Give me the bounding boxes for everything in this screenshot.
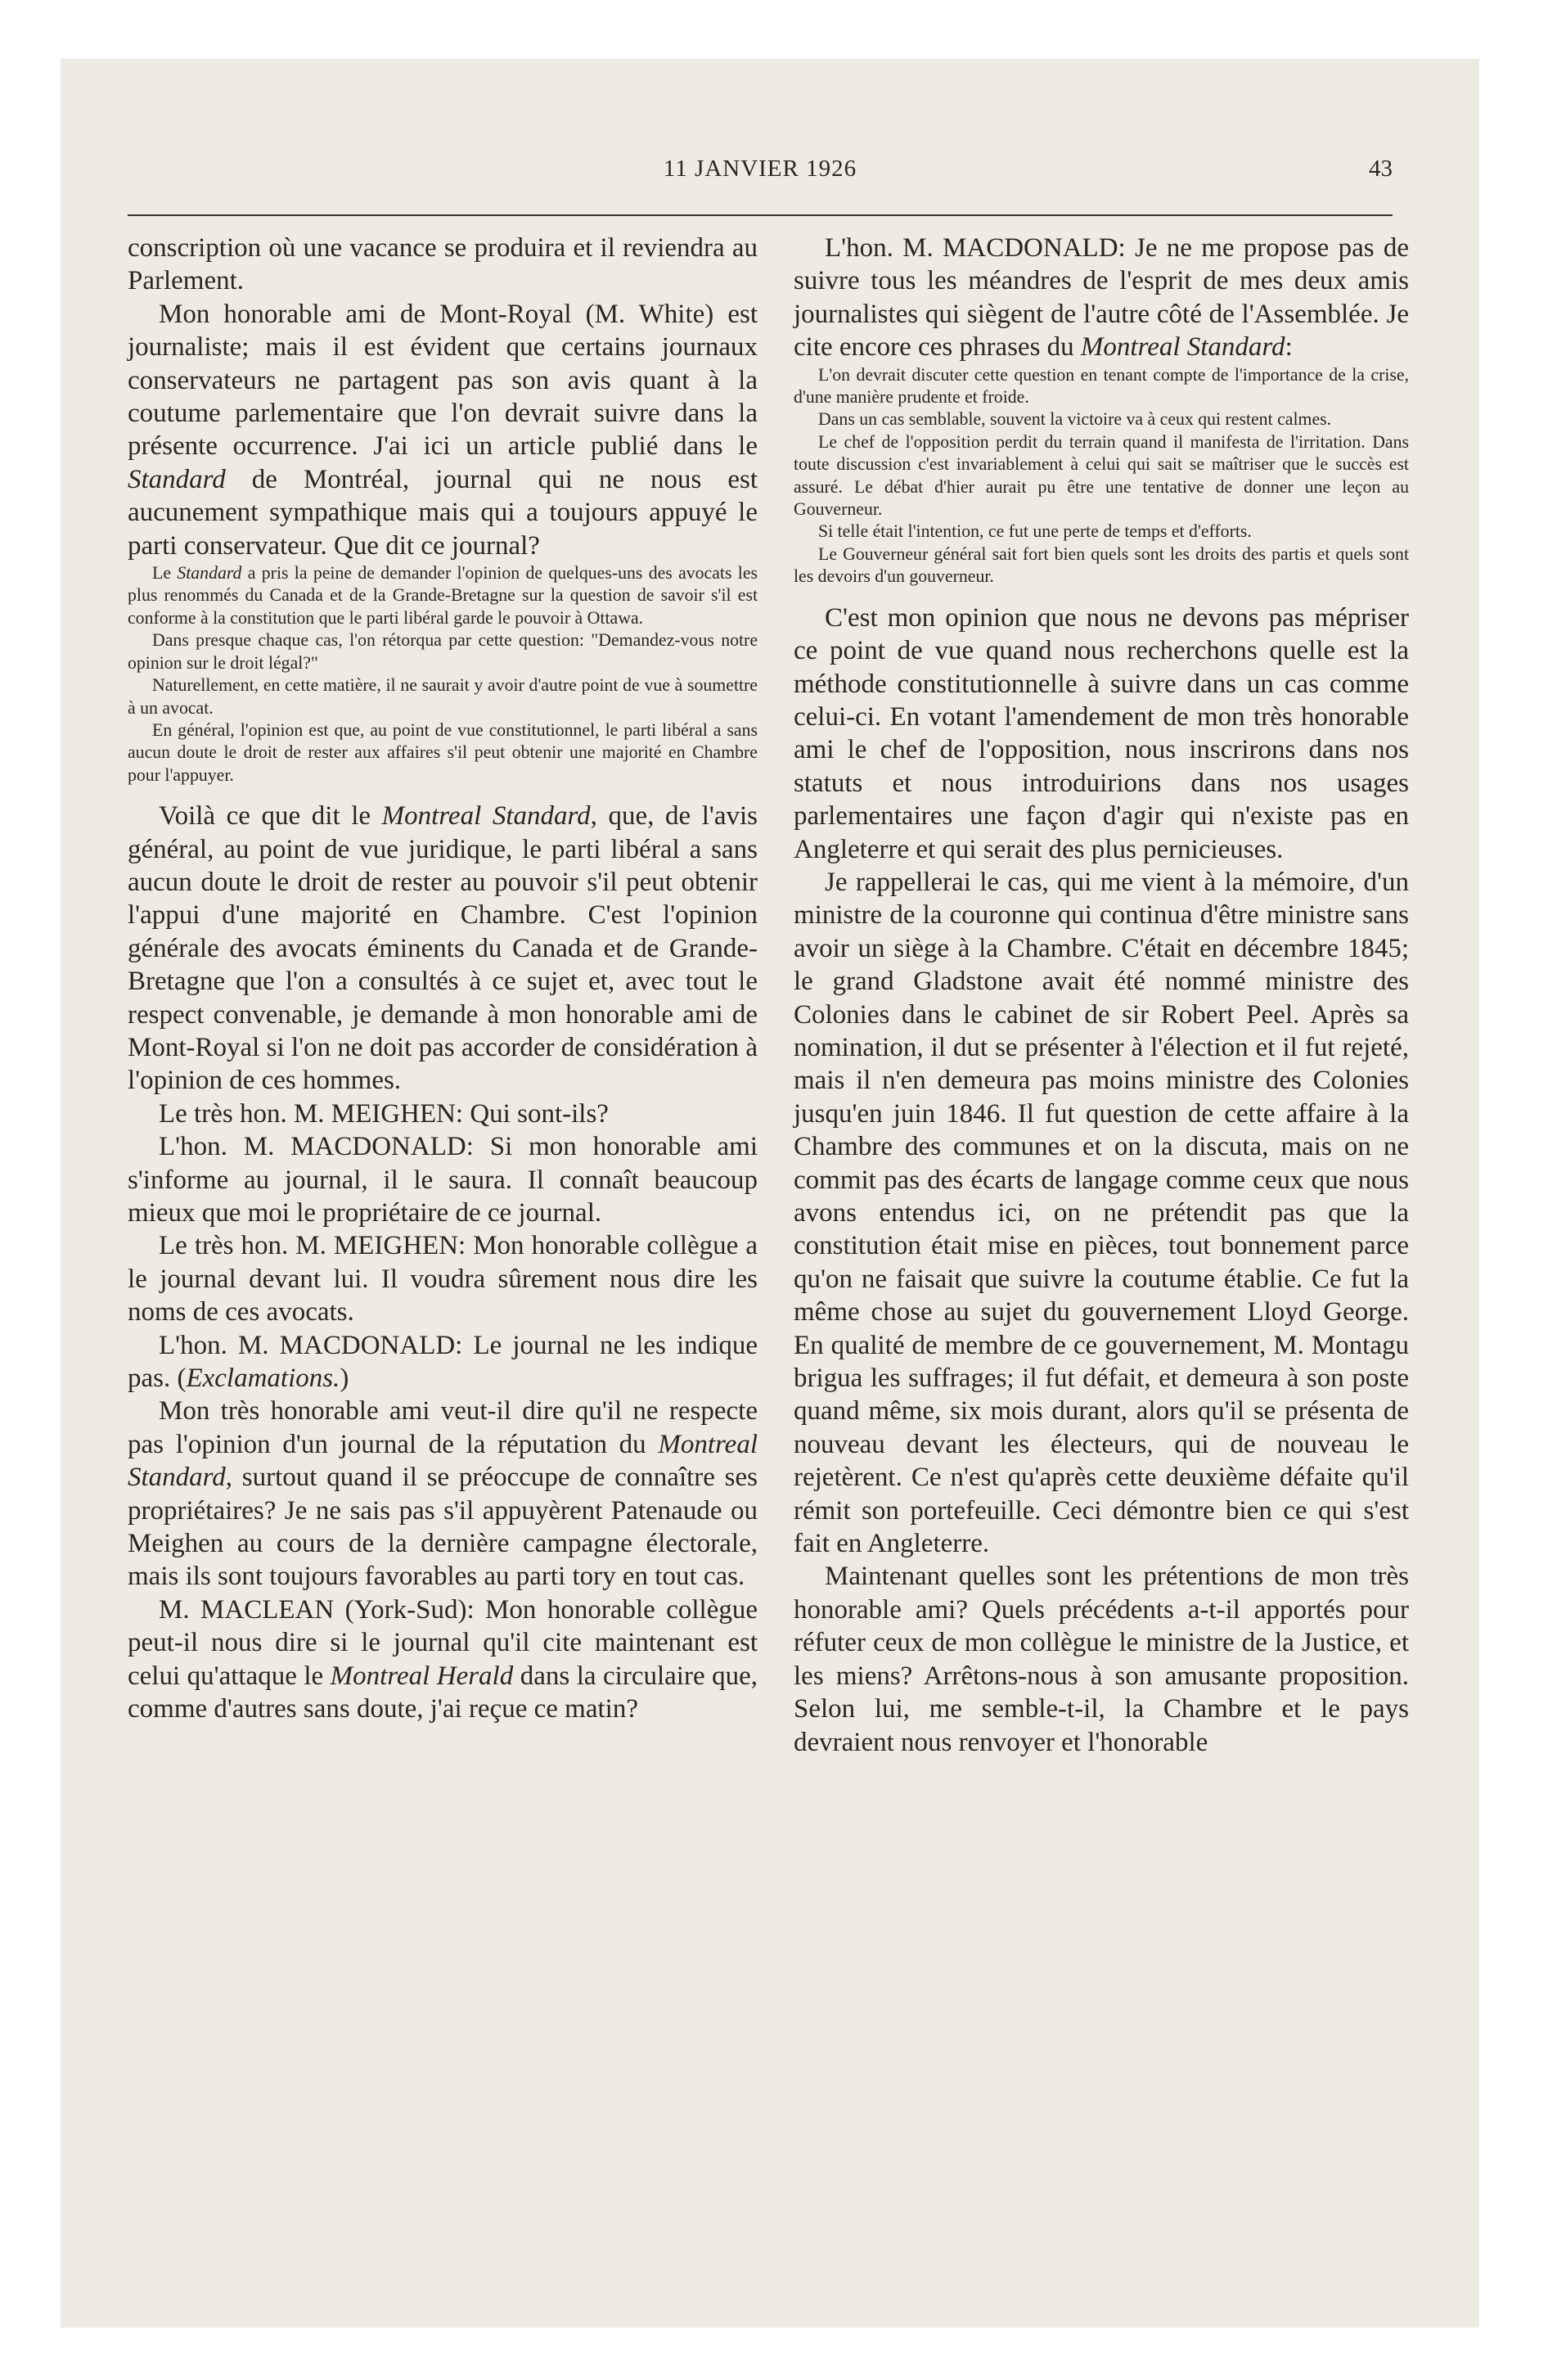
- speaker-paragraph: Le très hon. M. MEIGHEN: Mon honorable collègue a le journal devant lui. Il voudra sûrement nous dire les noms de ces avocats.: [128, 1231, 758, 1327]
- quote-paragraph: Dans presque chaque cas, l'on rétorqua par cette question: "Demandez-vous notre opinion sur le droit légal?": [128, 630, 758, 673]
- speaker-paragraph: M. MACLEAN (York-Sud): Mon honorable collègue peut-il nous dire si le journal qu'il cite maintenant est celui qu'attaque le Montreal Herald dans la circulaire que, comme d'autres sans doute, j'ai reçue ce matin?: [128, 1594, 758, 1724]
- quote-paragraph: Le chef de l'opposition perdit du terrain quand il manifesta de l'irritation. Dans toute discussion c'est invariablement à celui qui sait se maîtriser que le succès est assuré. Le débat d'hier aurait pu être une tentative de donner une leçon au Gouverneur.: [794, 431, 1409, 520]
- left-column: [128, 232, 758, 1726]
- paragraph: Mon honorable ami de Mont-Royal (M. White) est journaliste; mais il est évident que certains journaux conservateurs ne partagent pas son avis quant à la coutume parlementaire que l'on devrait suivre dans la présente occurrence. J'ai ici un article publié dans le Standard de Montréal, journal qui ne nous est aucunement sympathique mais qui a toujours appuyé le parti conservateur. Que dit ce journal?: [128, 299, 758, 561]
- quote-paragraph: Naturellement, en cette matière, il ne saurait y avoir d'autre point de vue à soumettre à un avocat.: [128, 675, 758, 718]
- paragraph: C'est mon opinion que nous ne devons pas mépriser ce point de vue quand nous recherchons quelle est la méthode constitutionnelle à suivre dans un cas comme celui-ci. En votant l'amendement de mon très honorable ami le chef de l'opposition, nous inscrirons dans nos statuts et nous introduirions dans nos usages parlementaires une façon d'agir qui n'existe pas en Angleterre et qui serait des plus pernicieuses.: [794, 602, 1409, 864]
- quote-paragraph: Si telle était l'intention, ce fut une perte de temps et d'efforts.: [818, 521, 1252, 542]
- paragraph: Je rappellerai le cas, qui me vient à la mémoire, d'un ministre de la couronne qui continua d'être ministre sans avoir un siège à la Chambre. C'était en décembre 1845; le grand Gladstone avait été nommé ministre des Colonies dans le cabinet de sir Robert Peel. Après sa nomination, il dut se présenter à l'élection et il fut rejeté, mais il n'en demeura pas moins ministre des Colonies jusqu'en juin 1846. Il fut question de cette affaire à la Chambre des communes et on la discuta, mais on ne commit pas des écarts de langage comme ceux que nous avons entendus ici, on ne prétendit pas que la constitution était mise en pièces, tout bonnement parce qu'on ne faisait que suivre la coutume établie. Ce fut la même chose au sujet du gouvernement Lloyd George. En qualité de membre de ce gouvernement, M. Montagu brigua les suffrages; il fut défait, et demeura à son poste quand même, six mois durant, alors qu'il se présenta de nouveau devant les électeurs, qui de nouveau le rejetèrent. Ce n'est qu'après cette deuxième défaite qu'il rémit son portefeuille. Ceci démontre bien ce qui s'est fait en Angleterre.: [794, 867, 1409, 1559]
- speaker-paragraph: Le très hon. M. MEIGHEN: Qui sont-ils?: [159, 1098, 609, 1129]
- quote-paragraph: Le Gouverneur général sait fort bien quels sont les droits des partis et quels sont les devoirs d'un gouverneur.: [794, 543, 1409, 587]
- header-rule: [128, 214, 1393, 216]
- speaker-paragraph: L'hon. M. MACDONALD: Le journal ne les indique pas. (Exclamations.): [128, 1330, 758, 1394]
- quote-paragraph: En général, l'opinion est que, au point de vue constitutionnel, le parti libéral a sans aucun doute le droit de rester aux affaires s'il peut obtenir une majorité en Chambre pour l'appuyer.: [128, 719, 758, 785]
- paragraph: Voilà ce que dit le Montreal Standard, que, de l'avis général, au point de vue juridique, le parti libéral a sans aucun doute le droit de rester au pouvoir s'il peut obtenir l'appui d'une majorité en Chambre. C'est l'opinion générale des avocats éminents du Canada et de Grande-Bretagne que l'on a consultés à ce sujet et, avec tout le respect convenable, je demande à mon honorable ami de Mont-Royal si l'on ne doit pas accorder de considération à l'opinion de ces hommes.: [128, 801, 758, 1096]
- quote-paragraph: L'on devrait discuter cette question en tenant compte de l'importance de la crise, d'une manière prudente et froide.: [794, 364, 1409, 408]
- speaker-paragraph: L'hon. M. MACDONALD: Je ne me propose pas de suivre tous les méandres de l'esprit de mes deux amis journalistes qui siègent de l'autre côté de l'Assemblée. Je cite encore ces phrases du Montreal Standard:: [794, 233, 1409, 363]
- speaker-paragraph: L'hon. M. MACDONALD: Si mon honorable ami s'informe au journal, il le saura. Il connaît beaucoup mieux que moi le propriétaire de ce journal.: [128, 1132, 758, 1228]
- quote-paragraph: Dans un cas semblable, souvent la victoire va à ceux qui restent calmes.: [818, 409, 1332, 430]
- paragraph: Maintenant quelles sont les prétentions de mon très honorable ami? Quels précédents a-t-il apportés pour réfuter ceux de mon collègue le ministre de la Justice, et les miens? Arrêtons-nous à son amusante proposition. Selon lui, me semble-t-il, la Chambre et le pays devraient nous renvoyer et l'honorable: [794, 1562, 1409, 1757]
- quote-paragraph: Le Standard a pris la peine de demander l'opinion de quelques-uns des avocats les plus renommés du Canada et de la Grande-Bretagne sur la question de savoir s'il est conforme à la constitution que le parti libéral garde le pouvoir à Ottawa.: [128, 563, 758, 628]
- right-column: [794, 232, 1409, 1759]
- paragraph: Mon très honorable ami veut-il dire qu'il ne respecte pas l'opinion d'un journal de la réputation du Montreal Standard, surtout quand il se préoccupe de connaître ses propriétaires? Je ne sais pas s'il appuyèrent Patenaude ou Meighen au cours de la dernière campagne électorale, mais ils sont toujours favorables au parti tory en tout cas.: [128, 1396, 758, 1592]
- paragraph: conscription où une vacance se produira et il reviendra au Parlement.: [128, 233, 758, 296]
- page-number: 43: [1369, 156, 1393, 182]
- page-date-title: 11 JANVIER 1926: [663, 156, 857, 182]
- page-header: [128, 156, 1393, 192]
